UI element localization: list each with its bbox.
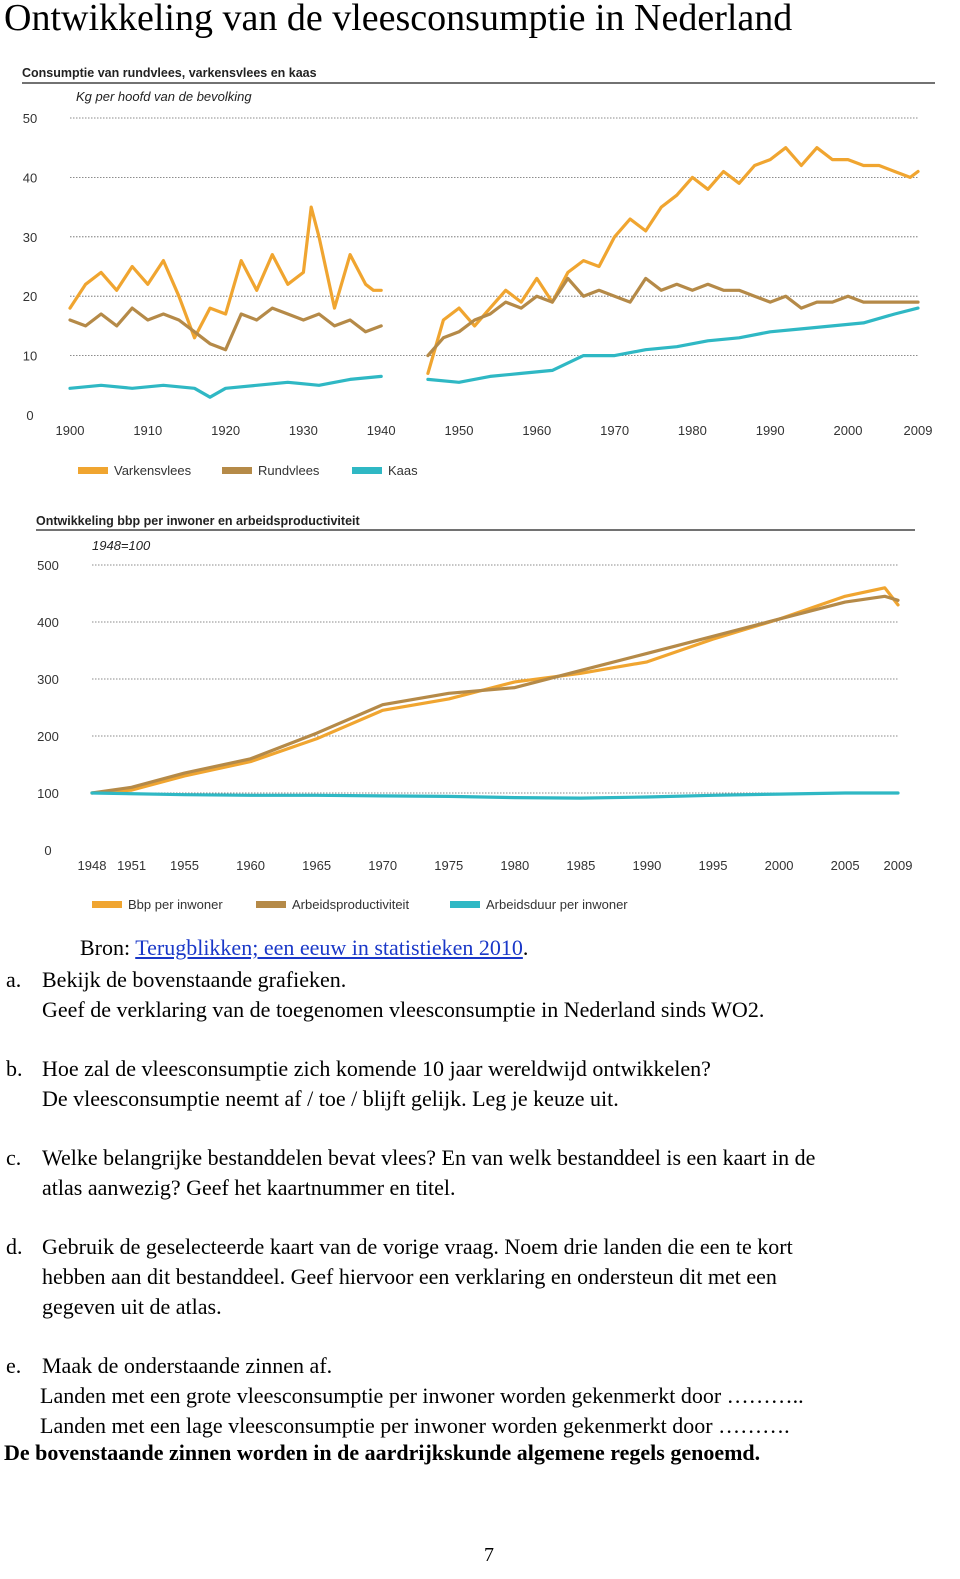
y-tick-label: 30: [22, 229, 38, 245]
chart1-title: Consumptie van rundvlees, varkensvlees en kaas: [22, 66, 317, 80]
x-tick-label: 1951: [117, 858, 147, 873]
series-line-kaas: [70, 376, 381, 397]
x-tick-label: 1990: [632, 858, 662, 873]
legend-label: Rundvlees: [258, 463, 320, 478]
question-b: [0, 1054, 960, 1114]
question-text: gegeven uit de atlas.: [42, 1294, 222, 1319]
question-text: Welke belangrijke bestanddelen bevat vlees? En van welk bestanddeel is een kaart in de: [42, 1145, 816, 1170]
x-tick-label: 1990: [755, 423, 785, 438]
series-line-kaas: [428, 308, 918, 382]
x-tick-label: 1985: [566, 858, 596, 873]
legend-swatch: [92, 901, 122, 908]
question-label: e.: [6, 1353, 22, 1378]
question-text: Hoe zal de vleesconsumptie zich komende 10 jaar wereldwijd ontwikkelen?: [42, 1056, 711, 1081]
series-line-arbeidsduur-per-inwoner: [92, 793, 898, 798]
x-tick-label: 2009: [903, 423, 933, 438]
y-tick-label: 200: [37, 729, 59, 744]
x-tick-label: 1995: [698, 858, 728, 873]
x-tick-label: 2000: [833, 423, 863, 438]
series-line-rundvlees: [428, 278, 918, 355]
source-line: [80, 935, 528, 961]
source-suffix: .: [522, 935, 529, 960]
question-label: d.: [6, 1234, 23, 1259]
chart1-subtitle: Kg per hoofd van de bevolking: [76, 89, 252, 104]
legend-swatch: [450, 901, 480, 908]
x-tick-label: 1900: [55, 423, 85, 438]
legend-label: Varkensvlees: [114, 463, 192, 478]
series-line-arbeidsproductiviteit: [92, 596, 898, 793]
x-tick-label: 1975: [434, 858, 464, 873]
series-line-varkensvlees: [428, 148, 918, 374]
chart2-title: Ontwikkeling bbp per inwoner en arbeidsproductiviteit: [36, 514, 360, 528]
x-tick-label: 1965: [302, 858, 332, 873]
question-text: atlas aanwezig? Geef het kaartnummer en titel.: [42, 1175, 456, 1200]
question-e: [0, 1351, 960, 1441]
source-prefix: Bron:: [80, 935, 136, 960]
page-title: Ontwikkeling van de vleesconsumptie in Nederland: [4, 0, 793, 39]
legend-swatch: [78, 467, 108, 474]
question-label: c.: [6, 1145, 22, 1170]
conclusion-text: De bovenstaande zinnen worden in de aardrijkskunde algemene regels genoemd.: [4, 1440, 761, 1465]
x-tick-label: 2009: [883, 858, 913, 873]
x-tick-label: 1955: [170, 858, 199, 873]
question-text: hebben aan dit bestanddeel. Geef hiervoor een verklaring en ondersteun dit met een: [42, 1264, 777, 1289]
sentence-large-consumption: Landen met een grote vleesconsumptie per inwoner worden gekenmerkt door ………..: [40, 1383, 804, 1408]
y-tick-label: 40: [22, 170, 38, 186]
y-tick-label: 300: [37, 672, 59, 687]
y-tick-label: 50: [22, 111, 38, 126]
y-tick-label: 500: [37, 558, 59, 573]
x-tick-label: 1950: [444, 423, 474, 438]
legend-swatch: [222, 467, 252, 474]
question-text: Maak de onderstaande zinnen af.: [42, 1353, 333, 1378]
x-tick-label: 1940: [366, 423, 396, 438]
question-text: Geef de verklaring van de toegenomen vleesconsumptie in Nederland sinds WO2.: [42, 997, 765, 1022]
x-tick-label: 2005: [830, 858, 860, 873]
y-tick-label: 20: [22, 289, 38, 305]
x-tick-label: 1960: [522, 423, 552, 438]
x-tick-label: 1970: [368, 858, 398, 873]
legend-swatch: [352, 467, 382, 474]
y-tick-label: 0: [26, 408, 34, 423]
x-tick-label: 1970: [600, 423, 630, 438]
y-tick-label: 100: [37, 786, 59, 801]
x-tick-label: 1930: [288, 423, 318, 438]
x-tick-label: 1910: [133, 423, 163, 438]
chart-meat-consumption: [0, 55, 960, 495]
legend-label: Bbp per inwoner: [128, 897, 223, 912]
legend-label: Arbeidsduur per inwoner: [486, 897, 628, 912]
question-c: [0, 1143, 960, 1203]
question-text: Bekijk de bovenstaande grafieken.: [42, 967, 347, 992]
y-tick-label: 10: [22, 348, 38, 364]
question-label: b.: [6, 1056, 23, 1081]
x-tick-label: 2000: [764, 858, 794, 873]
x-tick-label: 1960: [236, 858, 266, 873]
legend-swatch: [256, 901, 286, 908]
question-label: a.: [6, 967, 22, 992]
question-d: [0, 1232, 960, 1322]
chart2-subtitle: 1948=100: [92, 538, 151, 553]
legend-label: Kaas: [388, 463, 418, 478]
x-tick-label: 1980: [500, 858, 530, 873]
x-tick-label: 1980: [677, 423, 707, 438]
y-tick-label: 0: [44, 843, 52, 858]
page-number: 7: [484, 1544, 494, 1566]
question-a: [0, 965, 960, 1025]
source-link[interactable]: Terugblikken; een eeuw in statistieken 2010: [135, 935, 523, 960]
series-line-varkensvlees: [70, 207, 381, 338]
legend-label: Arbeidsproductiviteit: [292, 897, 410, 912]
y-tick-label: 400: [37, 615, 59, 630]
question-text: De vleesconsumptie neemt af / toe / blijft gelijk. Leg je keuze uit.: [42, 1086, 619, 1111]
question-text: Gebruik de geselecteerde kaart van de vorige vraag. Noem drie landen die een te kort: [42, 1234, 793, 1259]
chart-gdp-productivity: [0, 505, 960, 920]
x-tick-label: 1920: [211, 423, 241, 438]
x-tick-label: 1948: [77, 858, 107, 873]
sentence-small-consumption: Landen met een lage vleesconsumptie per inwoner worden gekenmerkt door ……….: [40, 1413, 790, 1438]
